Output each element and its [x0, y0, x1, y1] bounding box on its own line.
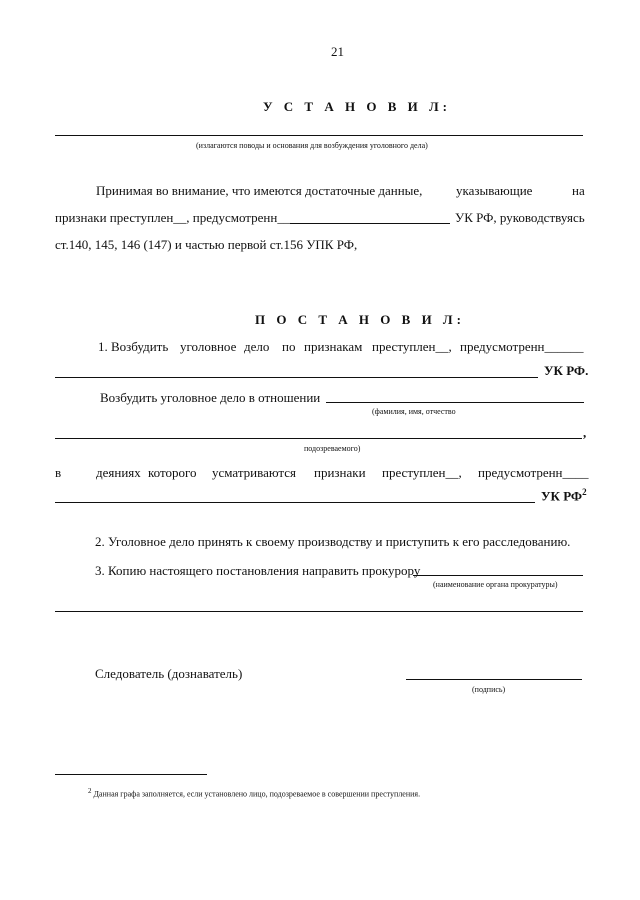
item1-word-3: дело [244, 339, 270, 354]
item1-word-2: уголовное [180, 339, 237, 354]
item3-text: 3. Копию настоящего постановления направить прокурору [95, 563, 421, 578]
para1-line2-b: УК РФ, руководствуясь [455, 210, 585, 225]
prosecutor-field-line [413, 575, 583, 576]
page-number: 21 [331, 44, 344, 59]
acts-field-line [55, 502, 535, 503]
footnote-number: 2 [88, 787, 92, 795]
acts-word-7: предусмотренн____ [478, 465, 589, 480]
signature-field-line [406, 679, 582, 680]
reasons-field-line [55, 135, 583, 136]
caption-prosecutor: (наименование органа прокуратуры) [433, 580, 558, 589]
suspect-field-line [55, 438, 582, 439]
acts-word-4: усматриваются [212, 465, 297, 480]
signature-label: Следователь (дознаватель) [95, 666, 243, 681]
prosecutor-field-line-2 [55, 611, 583, 612]
item1-word-1: 1. Возбудить [98, 339, 169, 354]
item1-field-line [55, 377, 538, 378]
caption-suspect: подозреваемого) [304, 444, 361, 453]
heading-postanovil: П О С Т А Н О В И Л: [255, 312, 465, 327]
acts-uk-rf [541, 487, 587, 504]
caption-signature: (подпись) [472, 685, 506, 694]
footnote-separator [55, 774, 207, 775]
heading-ustanovil: У С Т А Н О В И Л: [263, 99, 452, 114]
relation-comma: , [583, 425, 587, 440]
para1-text-1: Принимая во внимание, что имеются достаточные данные, [96, 183, 423, 198]
article-field-line [290, 223, 450, 224]
para1-text-2: указывающие [456, 183, 533, 198]
item2-text: 2. Уголовное дело принять к своему производству и приступить к его расследованию. [95, 534, 571, 549]
para1-text-3: на [572, 183, 585, 198]
acts-word-3: которого [148, 465, 197, 480]
para1-line2-a: признаки преступлен__, предусмотренн__ [55, 210, 291, 225]
acts-word-6: преступлен__, [382, 465, 462, 480]
item1-word-7: предусмотренн______ [460, 339, 584, 354]
acts-word-2: деяниях [96, 465, 141, 480]
item1-word-5: признакам [304, 339, 363, 354]
caption-reasons: (излагаются поводы и основания для возбуждения уголовного дела) [196, 141, 428, 150]
caption-fio: (фамилия, имя, отчество [372, 407, 456, 416]
relation-text: Возбудить уголовное дело в отношении [100, 390, 321, 405]
acts-word-5: признаки [314, 465, 366, 480]
acts-word-1: в [55, 465, 62, 480]
fio-field-line [326, 402, 584, 403]
footnote [88, 787, 420, 799]
acts-uk-rf-text: УК РФ [541, 488, 583, 504]
item1-uk-rf: УК РФ. [544, 363, 589, 378]
footnote-text: Данная графа заполняется, если установлено лицо, подозреваемое в совершении преступления. [93, 789, 421, 799]
footnote-ref: 2 [582, 487, 587, 497]
para1-line3: ст.140, 145, 146 (147) и частью первой ст.156 УПК РФ, [55, 237, 358, 252]
item1-word-4: по [282, 339, 296, 354]
item1-word-6: преступлен__, [372, 339, 452, 354]
